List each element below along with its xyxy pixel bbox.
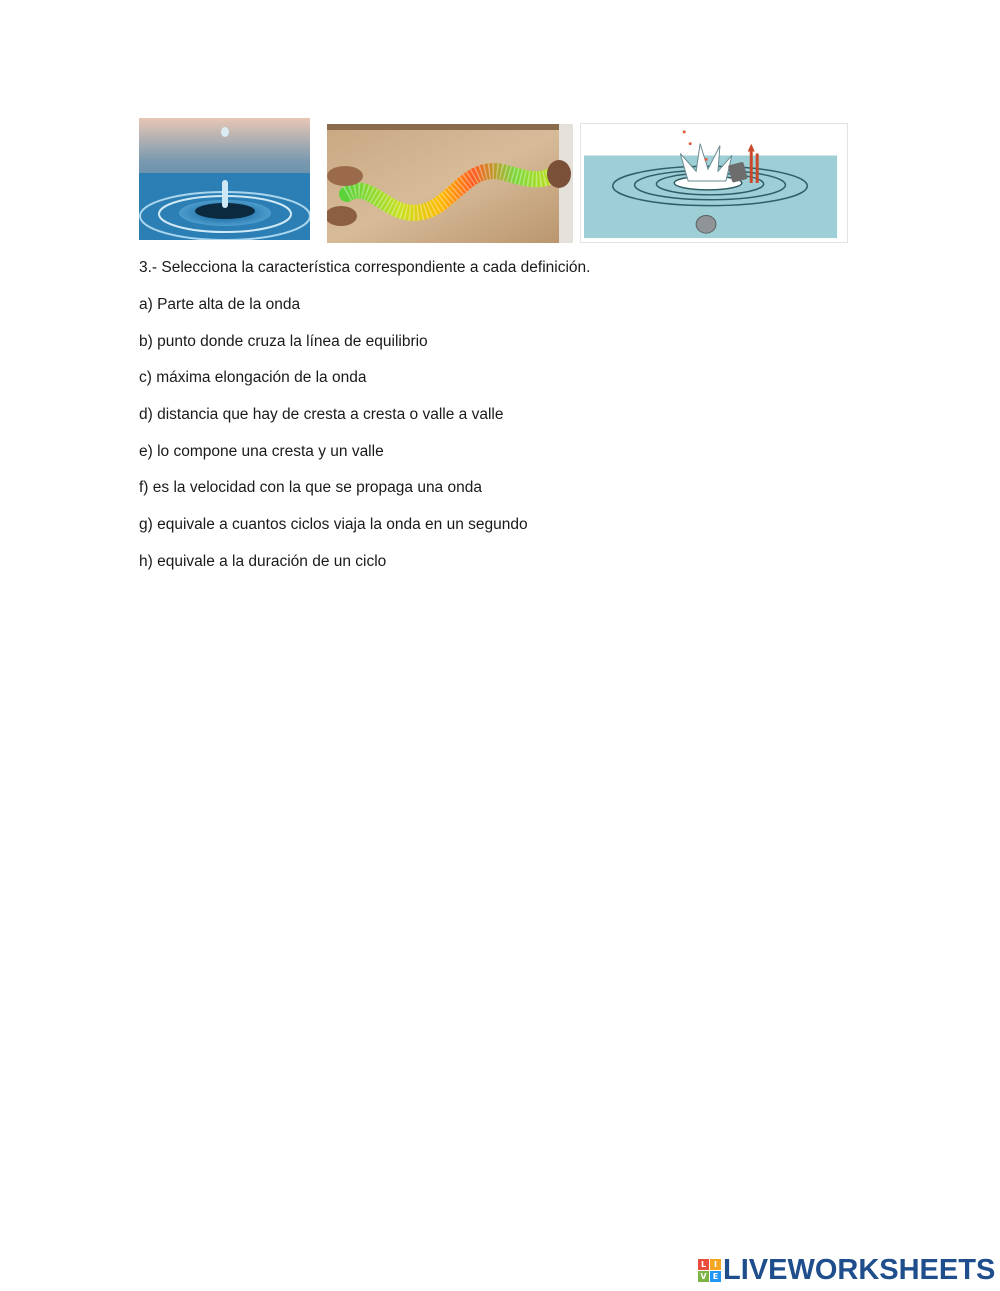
logo-block-l: L bbox=[698, 1259, 709, 1270]
definition-item-a: a) Parte alta de la onda bbox=[139, 296, 301, 313]
definition-item-f: f) es la velocidad con la que se propaga una onda bbox=[139, 479, 482, 497]
definition-item-h: h) equivale a la duración de un ciclo bbox=[139, 552, 387, 570]
question-instruction: 3.- Selecciona la característica correspondiente a cada definición. bbox=[139, 259, 591, 276]
definition-item-e: e) lo compone una cresta y un valle bbox=[139, 442, 384, 460]
logo-text: LIVEWORKSHEETS bbox=[723, 1254, 996, 1286]
definition-item-g: g) equivale a cuantos ciclos viaja la onda en un segundo bbox=[139, 516, 528, 534]
liveworksheets-logo bbox=[698, 1256, 995, 1284]
slinky-wave-photo bbox=[327, 124, 573, 243]
logo-block-v: V bbox=[698, 1271, 709, 1282]
definition-item-b: b) punto donde cruza la línea de equilibrio bbox=[139, 332, 428, 350]
logo-blocks-icon bbox=[698, 1259, 721, 1282]
definition-item-c: c) máxima elongación de la onda bbox=[139, 369, 367, 387]
stone-ripple-illustration bbox=[580, 123, 848, 243]
logo-block-i: I bbox=[710, 1259, 721, 1270]
logo-block-e: E bbox=[710, 1271, 721, 1282]
definition-item-d: d) distancia que hay de cresta a cresta o valle a valle bbox=[139, 406, 504, 424]
worksheet-question bbox=[139, 258, 839, 589]
water-drop-photo bbox=[139, 118, 310, 240]
